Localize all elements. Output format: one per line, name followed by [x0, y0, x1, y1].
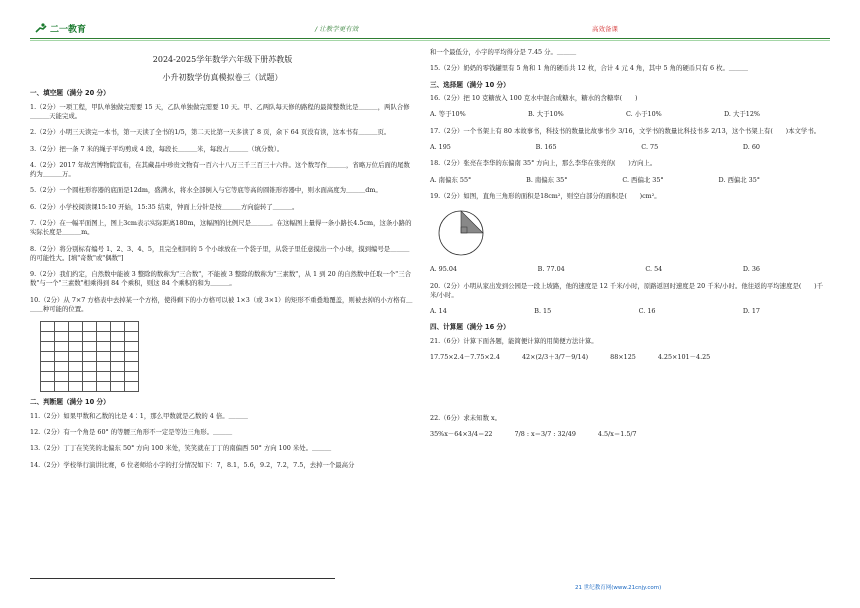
option-b: B. 165: [535, 142, 557, 151]
option-d: D. 60: [742, 142, 760, 151]
question-22-expressions: [430, 430, 830, 439]
page-header: [30, 22, 830, 38]
option-c: C. 16: [638, 307, 656, 316]
question-2: 2.（2分）小明三天读完一本书，第一天读了全书的1/5，第二天比第一天多读了 8 页，余下 64 页没有读，这本书有＿＿＿页。: [30, 128, 391, 137]
option-b: B. 15: [534, 307, 552, 316]
doc-title: 2024-2025学年数学六年级下册苏教版: [152, 55, 293, 64]
question-9: 9.（2分）我们约定，自然数中能被 3 整除的数称为"三合数"，不能被 3 整除的数称为"三素数"，从 1 到 20 的自然数中任取一个"三合数"与一个"三素数"相乘得到 84 个乘积，则这 84 个乘积的和为＿＿＿。: [30, 270, 411, 288]
question-8: 8.（2分）将分别标有编号 1、2、3、4、5，且完全相同的 5 个小球放在一个袋子里，从袋子里任意摸出一个小球，摸到编号是＿＿＿的可能性大。[填"奇数"或"偶数"]: [30, 244, 410, 262]
option-b: B. 77.04: [537, 265, 565, 274]
question-19-options: [430, 265, 760, 274]
question-21-expressions: [430, 353, 830, 362]
section-choice: 三、选择题（满分 10 分）: [430, 80, 510, 89]
section-fill-in: 一、填空题（满分 20 分）: [30, 89, 110, 98]
question-20: 20.（2分）小明从家出发到公园是一段上坡路，他的速度是 12 千米/小时，原路返回时速度是 20 千米/小时。他往返的平均速度是( )千米/小时。: [430, 281, 824, 299]
header-tagline: 高效备课: [592, 25, 618, 33]
section-true-false: 二、判断题（满分 10 分）: [30, 398, 110, 407]
answer-space: [430, 368, 830, 414]
question-12: 12.（2分）有一个角是 60° 的等腰三角形不一定是等边三角形。＿＿＿: [30, 428, 233, 437]
option-b: B. 南偏东 35°: [526, 175, 568, 184]
option-c: C. 西偏北 35°: [622, 175, 664, 184]
option-a: A. 南偏东 55°: [430, 175, 472, 184]
question-5: 5.（2分）一个圆柱形容器的底面是12dm，盛满水，将水全部倒入与它等底等高的圆锥形容器中，则水面高度为＿＿＿dm。: [30, 186, 382, 195]
question-20-options: [430, 307, 760, 316]
option-d: D. 17: [742, 307, 760, 316]
option-c: C. 75: [641, 142, 659, 151]
option-d: D. 36: [742, 265, 760, 274]
footer-credit[interactable]: 21 世纪教育网(www.21cnjy.com): [575, 585, 662, 591]
question-7: 7.（2分）在一幅平面图上，图上3cm表示实际距离180m，这幅图的比例尺是＿＿＿。在这幅图上量得一条小路长4.5cm，这条小路的实际长度是＿＿＿m。: [30, 218, 412, 237]
question-17: 17.（2分）一个书架上有 80 本故事书，科技书的数量比故事书少 3/16，文学书的数量比科技书多 2/13，这个书架上有( )本文学书。: [430, 126, 821, 135]
question-14: 14.（2分）学校举行演讲比赛，6 位老师给小宇的打分情况如下：7，8.1，5.6，9.2，7.2，7.5，去掉一个最高分: [30, 460, 355, 469]
brand-logo: [34, 22, 86, 35]
equation: 35%x－64×3/4＝22: [430, 429, 493, 438]
option-c: C. 小于10%: [626, 110, 662, 119]
circle-triangle-figure: [436, 208, 486, 258]
option-b: B. 大于10%: [527, 110, 564, 119]
header-divider-light: [30, 40, 830, 41]
question-10: 10.（2分）从 7×7 方格表中去掉某一个方格，使得剩下的小方格可以被 1×3（或 3×1）的矩形不重叠地覆盖，则被去掉的小方格有＿＿＿种可能的位置。: [30, 295, 413, 313]
option-d: D. 大于12%: [724, 110, 760, 119]
question-11: 11.（2分）如果甲数和乙数的比是 4∶1，那么甲数就是乙数的 4 倍。＿＿＿: [30, 411, 248, 420]
grid-7x7-figure: [40, 321, 139, 392]
option-a: A. 等于10%: [430, 110, 466, 119]
question-6: 6.（2分）小学校阅读课15:10 开始，15:35 结束，钟面上分针是按＿＿＿方向旋转了＿＿＿。: [30, 202, 299, 211]
option-d: D. 西偏北 35°: [718, 175, 760, 184]
option-a: A. 14: [430, 307, 447, 316]
header-slogan: / 让教学更有效: [315, 25, 359, 33]
footer-divider: [30, 578, 335, 579]
doc-subtitle: 小升初数学仿真模拟卷三（试题）: [162, 72, 283, 82]
expression: 4.25×101－4.25: [657, 353, 711, 362]
question-17-options: [430, 143, 760, 152]
question-4: 4.（2分）2017 年故宫博物院宣布，在其藏品中珍贵文物有一百六十八万三千三百三十六件。这个数写作＿＿＿，省略万位后面的尾数约为＿＿＿万。: [30, 160, 410, 179]
equation: 4.5/x＝1.5/7: [597, 429, 637, 438]
option-a: A. 195: [430, 142, 451, 151]
question-14-cont: 和一个最低分，小宇的平均得分是 7.45 分。＿＿＿: [430, 48, 577, 56]
question-21: 21.（6分）计算下面各题，能简便计算的用简便方法计算。: [430, 337, 598, 346]
section-calculation: 四、计算题（满分 16 分）: [430, 323, 510, 332]
question-22: 22.（6分）求未知数 x。: [430, 413, 501, 422]
question-3: 3.（2分）把一条 7 米的绳子平均剪成 4 段，每段长＿＿＿米，每段占＿＿＿（填分数）。: [30, 144, 284, 153]
left-column: [30, 48, 415, 477]
option-a: A. 95.04: [430, 265, 457, 274]
question-16-options: [430, 110, 760, 119]
expression: 17.75×2.4－7.75×2.4: [430, 353, 500, 362]
runner-icon: [34, 23, 48, 33]
equation: 7/8 : x＝3/7 : 32/49: [514, 429, 576, 438]
header-divider: [30, 38, 830, 39]
brand-name: 二一教育: [50, 25, 87, 35]
option-c: C. 54: [645, 265, 663, 274]
question-18-options: [430, 176, 760, 185]
right-column: [430, 48, 830, 444]
question-13: 13.（2分）丁丁在笑笑的北偏东 50° 方向 100 米处，笑笑就在丁丁的南偏西 50° 方向 100 米处。＿＿＿: [30, 444, 332, 453]
question-19: 19.（2分）如图，直角三角形的面积是18cm²，则空白部分的面积是( )cm²。: [430, 191, 661, 200]
question-16: 16.（2分）把 10 克糖放入 100 克水中混合成糖水，糖水的含糖率( ): [430, 94, 638, 103]
question-15: 15.（2分）奶奶的零钱罐里有 5 角和 1 角的硬币共 12 枚，合计 4 元 4 角，其中 5 角的硬币只有 6 枚。＿＿＿: [430, 64, 749, 73]
expression: 42×(2/3＋3/7－9/14): [521, 353, 589, 362]
question-18: 18.（2分）张亮在李华的东偏南 35° 方向上，那么李华在张亮的( )方向上。: [430, 159, 657, 168]
expression: 88×125: [610, 353, 636, 362]
question-1: 1.（2分）一项工程，甲队单独做完需要 15 天，乙队单独做完需要 10 天。甲、乙两队每天修的路程的最简整数比是＿＿＿，两队合修＿＿＿天能完成。: [30, 102, 410, 121]
